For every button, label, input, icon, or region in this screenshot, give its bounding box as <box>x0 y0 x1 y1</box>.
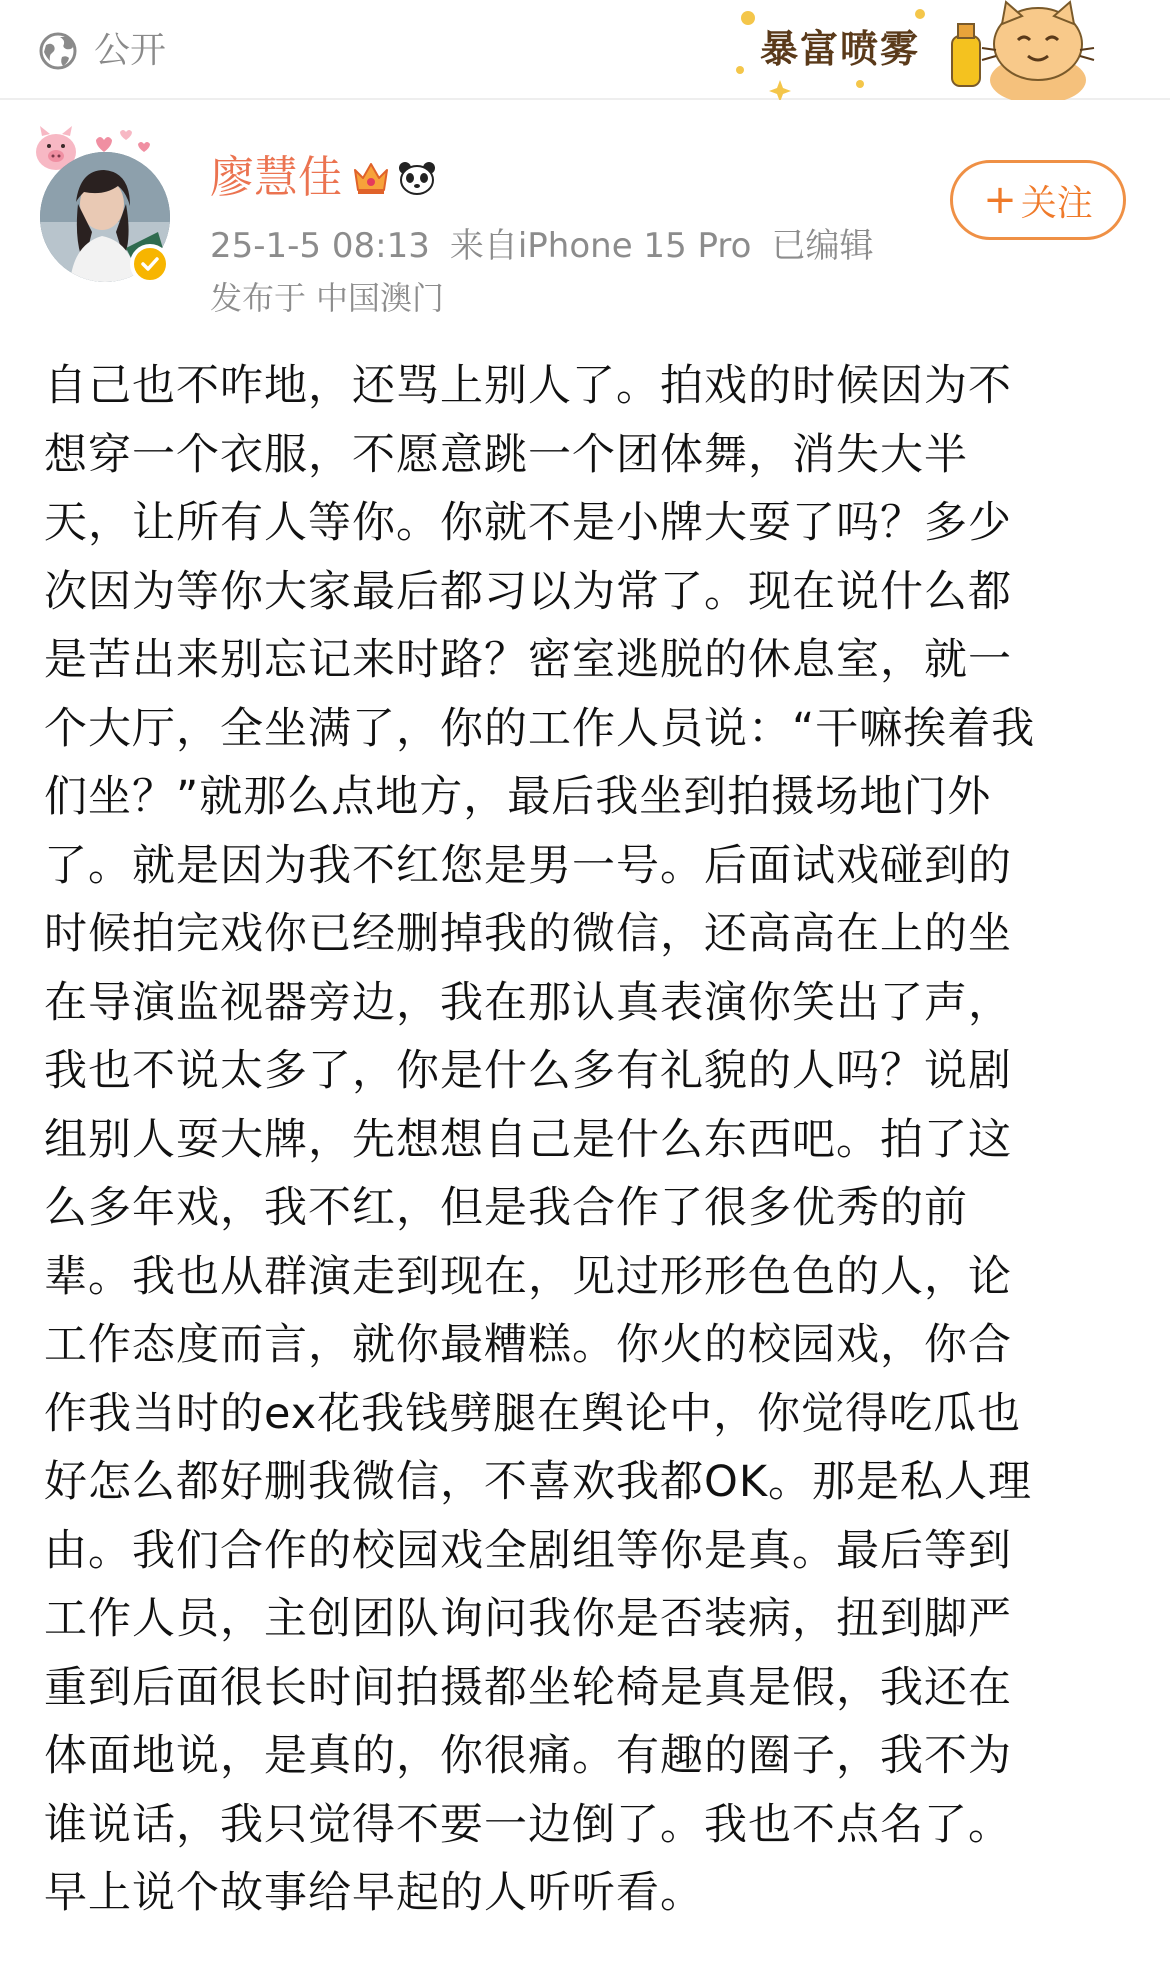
user-name[interactable]: 廖慧佳 <box>210 152 342 203</box>
post-text-line: 么多年戏，我不红，但是我合作了很多优秀的前 <box>44 1183 968 1233</box>
globe-icon <box>38 31 78 71</box>
visibility-label: 公开 <box>94 30 167 71</box>
post-text-line: 我也不说太多了，你是什么多有礼貌的人吗？说剧 <box>44 1046 1012 1096</box>
panda-icon[interactable] <box>398 160 436 196</box>
post-text <box>44 352 1134 1928</box>
user-badges <box>352 160 436 196</box>
post-text-line: 工作人员，主创团队询问我你是否装病，扭到脚严 <box>44 1594 1012 1644</box>
post-text-line: 辈。我也从群演走到现在，见过形形色色的人，论 <box>44 1251 1012 1302</box>
edited-label[interactable]: 已编辑 <box>771 226 874 266</box>
avatar-container[interactable] <box>34 122 184 287</box>
sticker-decoration <box>720 0 1110 100</box>
post-text-line: 次因为等你大家最后都习以为常了。现在说什么都 <box>44 566 1012 617</box>
post-text-line: 个大厅，全坐满了，你的工作人员说：“干嘛挨着我 <box>44 703 1036 754</box>
post-text-line: 体面地说，是真的，你很痛。有趣的圈子，我不为 <box>44 1731 1012 1781</box>
visibility-indicator[interactable] <box>38 28 166 74</box>
post-location <box>210 276 444 320</box>
post-meta <box>210 224 873 268</box>
post-text-line: 了。就是因为我不红您是男一号。后面试戏碰到的 <box>44 840 1012 891</box>
top-bar <box>0 0 1170 100</box>
post-text-line: 组别人耍大牌，先想想自己是什么东西吧。拍了这 <box>44 1114 1012 1165</box>
post-header <box>0 100 1170 340</box>
crown-icon[interactable] <box>352 160 390 196</box>
post-text-line: 作我当时的ex花我钱劈腿在舆论中，你觉得吃瓜也 <box>44 1388 1022 1439</box>
post-text-line: 工作态度而言，就你最糟糕。你火的校园戏，你合 <box>44 1320 1012 1370</box>
post-text-line: 天，让所有人等你。你就不是小牌大耍了吗？多少 <box>44 498 1012 548</box>
location-prefix: 发布于 <box>210 279 307 317</box>
post-source: 来自iPhone 15 Pro <box>449 226 752 266</box>
post-text-line: 在导演监视器旁边，我在那认真表演你笑出了声， <box>44 977 1012 1028</box>
post-text-line: 由。我们合作的校园戏全剧组等你是真。最后等到 <box>44 1525 1012 1576</box>
post-date: 25-1-5 08:13 <box>210 226 430 266</box>
location-name: 中国澳门 <box>316 279 445 317</box>
post-text-line: 重到后面很长时间拍摄都坐轮椅是真是假，我还在 <box>44 1662 1012 1713</box>
post-text-line: 想穿一个衣服，不愿意跳一个团体舞，消失大半 <box>44 429 968 480</box>
post-text-line: 好怎么都好删我微信，不喜欢我都OK。那是私人理 <box>44 1457 1033 1507</box>
post-text-line: 谁说话，我只觉得不要一边倒了。我也不点名了。 <box>44 1799 1012 1850</box>
follow-button[interactable] <box>950 160 1126 240</box>
verified-icon <box>130 244 170 284</box>
follow-label: 关注 <box>1020 182 1093 224</box>
post-text-line: 早上说个故事给早起的人听听看。 <box>44 1868 704 1918</box>
post-text-line: 时候拍完戏你已经删掉我的微信，还高高在上的坐 <box>44 909 1012 959</box>
sticker-text: 暴富喷雾 <box>760 26 921 71</box>
post-text-line: 是苦出来别忘记来时路？密室逃脱的休息室，就一 <box>44 635 1012 685</box>
plus-icon: + <box>983 177 1017 223</box>
post-text-line: 们坐？”就那么点地方，最后我坐到拍摄场地门外 <box>44 772 992 822</box>
post-text-line: 自己也不咋地，还骂上别人了。拍戏的时候因为不 <box>44 361 1012 411</box>
